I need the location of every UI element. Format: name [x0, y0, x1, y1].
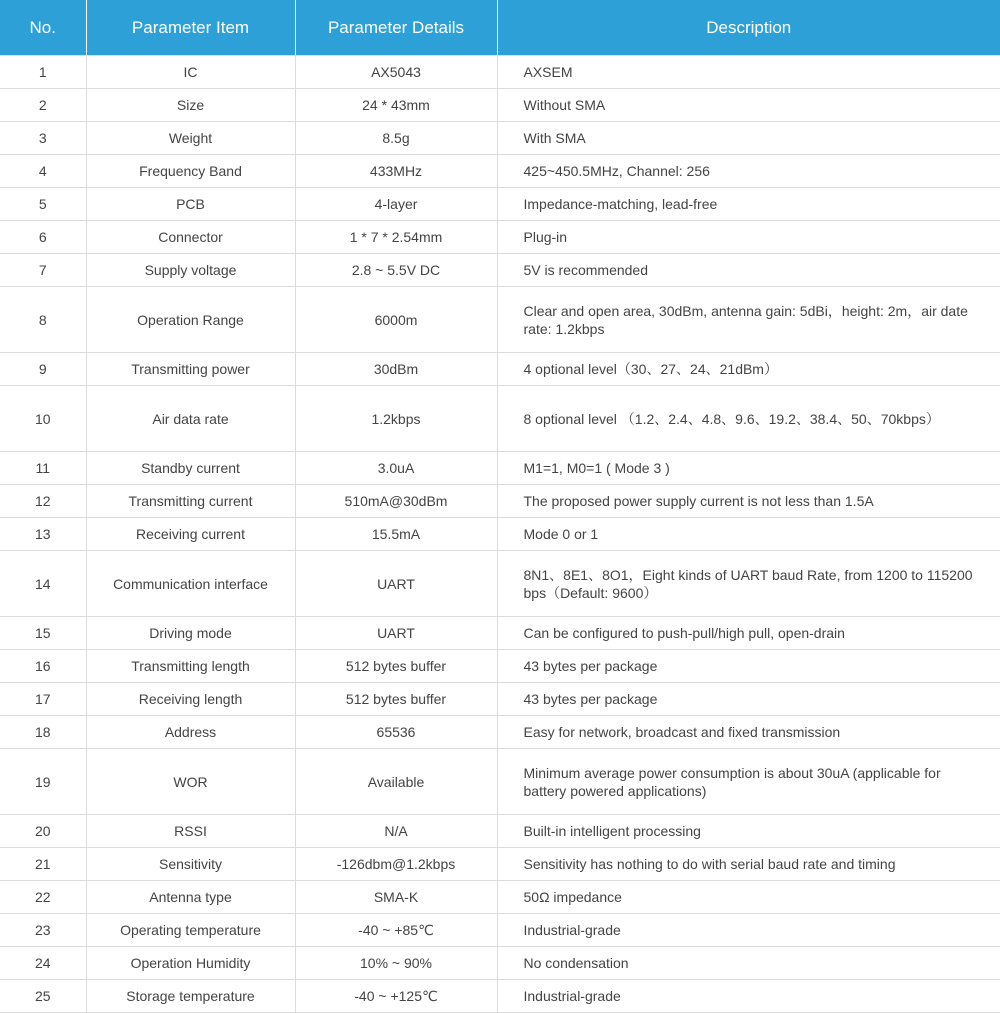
table-row [0, 518, 1000, 551]
parameter-item: Communication interface [86, 551, 295, 617]
row-number: 17 [0, 683, 86, 716]
parameter-description: Built-in intelligent processing [497, 815, 1000, 848]
parameter-item: Receiving current [86, 518, 295, 551]
parameter-description: Can be configured to push-pull/high pull, open-drain [497, 617, 1000, 650]
parameter-item: Address [86, 716, 295, 749]
row-number: 3 [0, 122, 86, 155]
parameter-details: -126dbm@1.2kbps [295, 848, 497, 881]
row-number: 18 [0, 716, 86, 749]
parameter-item: RSSI [86, 815, 295, 848]
table-row [0, 650, 1000, 683]
parameter-details: 433MHz [295, 155, 497, 188]
parameter-description: 43 bytes per package [497, 650, 1000, 683]
parameter-details: N/A [295, 815, 497, 848]
row-number: 5 [0, 188, 86, 221]
parameter-item: Receiving length [86, 683, 295, 716]
parameter-description: Without SMA [497, 89, 1000, 122]
row-number: 2 [0, 89, 86, 122]
header-description: Description [497, 0, 1000, 56]
table-row [0, 947, 1000, 980]
parameter-description: Sensitivity has nothing to do with serial baud rate and timing [497, 848, 1000, 881]
parameter-details: Available [295, 749, 497, 815]
parameter-description: 8 optional level （1.2、2.4、4.8、9.6、19.2、38.4、50、70kbps） [497, 386, 1000, 452]
parameter-details: 510mA@30dBm [295, 485, 497, 518]
parameter-description: AXSEM [497, 56, 1000, 89]
row-number: 13 [0, 518, 86, 551]
table-row [0, 980, 1000, 1013]
parameter-item: Storage temperature [86, 980, 295, 1013]
parameter-details: 512 bytes buffer [295, 683, 497, 716]
parameter-details: SMA-K [295, 881, 497, 914]
parameter-item: Standby current [86, 452, 295, 485]
table-row [0, 122, 1000, 155]
parameter-item: Operating temperature [86, 914, 295, 947]
table-row [0, 617, 1000, 650]
parameter-item: Size [86, 89, 295, 122]
parameter-item: WOR [86, 749, 295, 815]
parameter-item: Transmitting current [86, 485, 295, 518]
row-number: 24 [0, 947, 86, 980]
parameter-description: Impedance-matching, lead-free [497, 188, 1000, 221]
parameter-details: 6000m [295, 287, 497, 353]
table-row [0, 56, 1000, 89]
parameter-item: Air data rate [86, 386, 295, 452]
parameter-item: Sensitivity [86, 848, 295, 881]
table-row [0, 716, 1000, 749]
parameter-details: 65536 [295, 716, 497, 749]
row-number: 19 [0, 749, 86, 815]
row-number: 23 [0, 914, 86, 947]
parameter-item: Frequency Band [86, 155, 295, 188]
parameter-details: 512 bytes buffer [295, 650, 497, 683]
table-header-row [0, 0, 1000, 56]
row-number: 6 [0, 221, 86, 254]
table-row [0, 89, 1000, 122]
parameter-details: 1 * 7 * 2.54mm [295, 221, 497, 254]
row-number: 1 [0, 56, 86, 89]
parameter-description: Minimum average power consumption is about 30uA (applicable for battery powered applications) [497, 749, 1000, 815]
table-row [0, 287, 1000, 353]
table-row [0, 221, 1000, 254]
parameter-item: IC [86, 56, 295, 89]
parameter-description: M1=1, M0=1 ( Mode 3 ) [497, 452, 1000, 485]
parameter-description: Industrial-grade [497, 914, 1000, 947]
row-number: 8 [0, 287, 86, 353]
row-number: 9 [0, 353, 86, 386]
header-parameter-details: Parameter Details [295, 0, 497, 56]
parameter-item: Antenna type [86, 881, 295, 914]
parameter-item: Driving mode [86, 617, 295, 650]
table-row [0, 848, 1000, 881]
parameter-description: The proposed power supply current is not less than 1.5A [497, 485, 1000, 518]
parameter-description: Clear and open area, 30dBm, antenna gain: 5dBi，height: 2m，air date rate: 1.2kbps [497, 287, 1000, 353]
table-row [0, 485, 1000, 518]
row-number: 7 [0, 254, 86, 287]
table-row [0, 683, 1000, 716]
parameter-details: 4-layer [295, 188, 497, 221]
table-row [0, 386, 1000, 452]
row-number: 12 [0, 485, 86, 518]
parameter-description: 4 optional level（30、27、24、21dBm） [497, 353, 1000, 386]
parameter-description: Industrial-grade [497, 980, 1000, 1013]
row-number: 11 [0, 452, 86, 485]
table-row [0, 881, 1000, 914]
parameter-description: 5V is recommended [497, 254, 1000, 287]
parameter-details: UART [295, 551, 497, 617]
parameter-description: 8N1、8E1、8O1，Eight kinds of UART baud Rate, from 1200 to 115200 bps（Default: 9600） [497, 551, 1000, 617]
parameter-description: With SMA [497, 122, 1000, 155]
table-row [0, 254, 1000, 287]
row-number: 10 [0, 386, 86, 452]
row-number: 15 [0, 617, 86, 650]
table-row [0, 749, 1000, 815]
parameter-details: AX5043 [295, 56, 497, 89]
parameter-details: 1.2kbps [295, 386, 497, 452]
parameter-description: No condensation [497, 947, 1000, 980]
parameter-item: Transmitting power [86, 353, 295, 386]
row-number: 4 [0, 155, 86, 188]
parameter-description: 425~450.5MHz, Channel: 256 [497, 155, 1000, 188]
row-number: 22 [0, 881, 86, 914]
parameter-details: 8.5g [295, 122, 497, 155]
table-row [0, 452, 1000, 485]
parameter-description: Mode 0 or 1 [497, 518, 1000, 551]
parameter-details: 10% ~ 90% [295, 947, 497, 980]
parameter-details: 3.0uA [295, 452, 497, 485]
table-row [0, 188, 1000, 221]
parameter-description: Plug-in [497, 221, 1000, 254]
table-row [0, 815, 1000, 848]
table-row [0, 353, 1000, 386]
row-number: 16 [0, 650, 86, 683]
parameter-details: 24 * 43mm [295, 89, 497, 122]
row-number: 14 [0, 551, 86, 617]
parameter-item: PCB [86, 188, 295, 221]
parameter-details: 30dBm [295, 353, 497, 386]
parameter-item: Transmitting length [86, 650, 295, 683]
parameter-item: Weight [86, 122, 295, 155]
parameter-details: 2.8 ~ 5.5V DC [295, 254, 497, 287]
parameter-details: 15.5mA [295, 518, 497, 551]
parameter-description: Easy for network, broadcast and fixed transmission [497, 716, 1000, 749]
parameter-item: Operation Humidity [86, 947, 295, 980]
parameter-item: Connector [86, 221, 295, 254]
header-parameter-item: Parameter Item [86, 0, 295, 56]
header-no: No. [0, 0, 86, 56]
parameter-item: Operation Range [86, 287, 295, 353]
parameter-description: 50Ω impedance [497, 881, 1000, 914]
row-number: 20 [0, 815, 86, 848]
parameter-details: -40 ~ +125℃ [295, 980, 497, 1013]
row-number: 25 [0, 980, 86, 1013]
parameter-details: UART [295, 617, 497, 650]
table-row [0, 914, 1000, 947]
table-row [0, 551, 1000, 617]
table-row [0, 155, 1000, 188]
parameter-item: Supply voltage [86, 254, 295, 287]
parameter-description: 43 bytes per package [497, 683, 1000, 716]
row-number: 21 [0, 848, 86, 881]
parameter-details: -40 ~ +85℃ [295, 914, 497, 947]
